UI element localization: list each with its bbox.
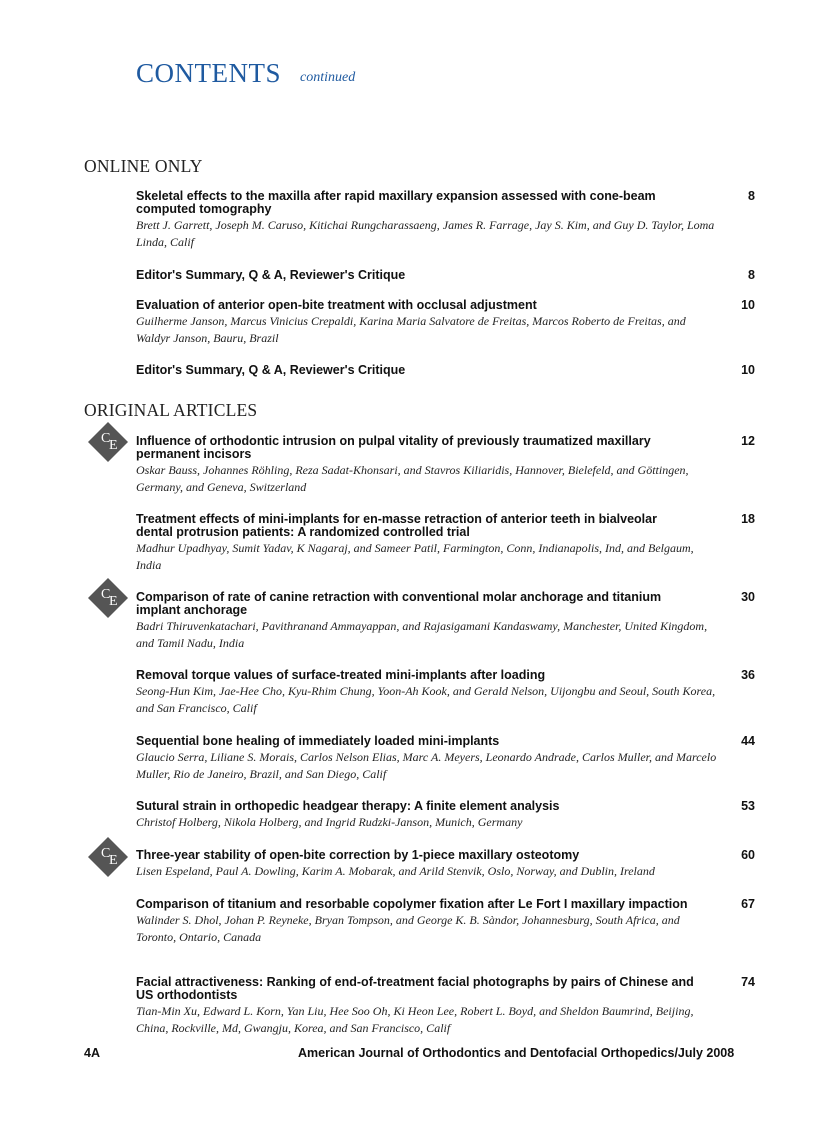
article-title: Treatment effects of mini-implants for en-masse retraction of anterior teeth in bialveolar dental protrusion patients: A randomized controlled trial [136, 512, 657, 539]
page-number: 74 [741, 975, 755, 989]
article-title: Evaluation of anterior open-bite treatment with occlusal adjustment [136, 298, 537, 312]
ce-credit-icon [88, 837, 128, 877]
toc-entry[interactable] [136, 849, 756, 880]
article-title: Editor's Summary, Q & A, Reviewer's Critique [136, 268, 406, 282]
article-authors: Oskar Bauss, Johannes Röhling, Reza Sadat-Khonsari, and Stavros Kiliaridis, Hannover, Bielefeld, and Göttingen, Germany, and Geneva, Switzerland [136, 463, 689, 494]
toc-entry[interactable] [136, 435, 756, 496]
ce-badge-letter-e: E [109, 594, 118, 609]
ce-credit-icon [88, 422, 128, 462]
ce-badge-letter-c: C [101, 846, 111, 861]
toc-entry[interactable] [136, 669, 756, 717]
article-authors: Madhur Upadhyay, Sumit Yadav, K Nagaraj, and Sameer Patil, Farmington, Conn, Indianapolis, Ind, and Belgaum, India [136, 541, 694, 572]
article-authors: Tian-Min Xu, Edward L. Korn, Yan Liu, Hee Soo Oh, Ki Heon Lee, Robert L. Boyd, and Sheldon Baumrind, Beijing, China, Rockville, Md, Gwangju, Korea, and San Francisco, Calif [136, 1004, 694, 1035]
toc-entry[interactable] [136, 800, 756, 831]
toc-entry[interactable] [136, 513, 756, 574]
article-authors: Seong-Hun Kim, Jae-Hee Cho, Kyu-Rhim Chung, Yoon-Ah Kook, and Gerald Nelson, Uijongbu and Seoul, South Korea, and San Francisco, Calif [136, 684, 716, 715]
article-authors: Badri Thiruvenkatachari, Pavithranand Ammayappan, and Rajasigamani Kandaswamy, Manchester, United Kingdom, and Tamil Nadu, India [136, 619, 708, 650]
ce-badge-letter-c: C [101, 431, 111, 446]
toc-entry[interactable] [136, 898, 756, 946]
article-title: Sequential bone healing of immediately loaded mini-implants [136, 734, 500, 748]
toc-entry[interactable] [136, 190, 756, 251]
page-number: 53 [741, 799, 755, 813]
toc-entry[interactable] [136, 976, 756, 1037]
section-heading-original-articles: ORIGINAL ARTICLES [84, 400, 258, 420]
article-authors: Brett J. Garrett, Joseph M. Caruso, Kitichai Rungcharassaeng, James R. Farrage, Jay S. Kim, and Guy D. Taylor, Loma Linda, Calif [136, 218, 715, 249]
article-title: Editor's Summary, Q & A, Reviewer's Critique [136, 363, 406, 377]
toc-entry[interactable] [136, 591, 756, 652]
toc-entry[interactable] [136, 364, 756, 377]
article-title: Three-year stability of open-bite correction by 1-piece maxillary osteotomy [136, 848, 580, 862]
article-title: Removal torque values of surface-treated mini-implants after loading [136, 668, 546, 682]
article-authors: Lisen Espeland, Paul A. Dowling, Karim A. Mobarak, and Arild Stenvik, Oslo, Norway, and Dublin, Ireland [136, 864, 655, 878]
article-title: Sutural strain in orthopedic headgear therapy: A finite element analysis [136, 799, 560, 813]
footer-journal-name: American Journal of Orthodontics and Dentofacial Orthopedics/July 2008 [298, 1046, 735, 1060]
page-number: 30 [741, 590, 755, 604]
article-authors: Glaucio Serra, Liliane S. Morais, Carlos Nelson Elias, Marc A. Meyers, Leonardo Andrade, Carlos Muller, and Marcelo Muller, Rio de Janeiro, Brazil, and San Diego, Calif [136, 750, 717, 781]
article-title: Influence of orthodontic intrusion on pulpal vitality of previously traumatized maxillary permanent incisors [136, 434, 651, 461]
article-authors: Walinder S. Dhol, Johan P. Reyneke, Bryan Tompson, and George K. B. Sàndor, Johannesburg, South Africa, and Toronto, Ontario, Canada [136, 913, 680, 944]
page-number: 10 [741, 298, 755, 312]
toc-entry[interactable] [136, 269, 756, 282]
ce-credit-icon [88, 578, 128, 618]
ce-badge-letter-c: C [101, 587, 111, 602]
page-number: 36 [741, 668, 755, 682]
article-title: Comparison of rate of canine retraction with conventional molar anchorage and titanium implant anchorage [136, 590, 662, 617]
article-title: Comparison of titanium and resorbable copolymer fixation after Le Fort I maxillary impaction [136, 897, 688, 911]
footer-page-number: 4A [84, 1046, 100, 1060]
page-number: 8 [748, 189, 755, 203]
page-number: 12 [741, 434, 755, 448]
article-authors: Christof Holberg, Nikola Holberg, and Ingrid Rudzki-Janson, Munich, Germany [136, 815, 523, 829]
toc-entry[interactable] [136, 735, 756, 783]
ce-badge-letter-e: E [109, 438, 118, 453]
page-number: 44 [741, 734, 755, 748]
page-number: 18 [741, 512, 755, 526]
ce-badge-letter-e: E [109, 853, 118, 868]
section-heading-online-only: ONLINE ONLY [84, 156, 203, 176]
toc-entry[interactable] [136, 299, 756, 347]
page-number: 8 [748, 268, 755, 282]
article-authors: Guilherme Janson, Marcus Vinicius Crepaldi, Karina Maria Salvatore de Freitas, Marcos Roberto de Freitas, and Waldyr Janson, Bauru, Brazil [136, 314, 686, 345]
page-title: CONTENTS [136, 58, 281, 88]
article-title: Skeletal effects to the maxilla after rapid maxillary expansion assessed with cone-beam computed tomography [136, 189, 656, 216]
page-number: 10 [741, 363, 755, 377]
page-number: 67 [741, 897, 755, 911]
page-subtitle: continued [300, 70, 356, 85]
article-title: Facial attractiveness: Ranking of end-of-treatment facial photographs by pairs of Chinese and US orthodontists [136, 975, 694, 1002]
page-number: 60 [741, 848, 755, 862]
